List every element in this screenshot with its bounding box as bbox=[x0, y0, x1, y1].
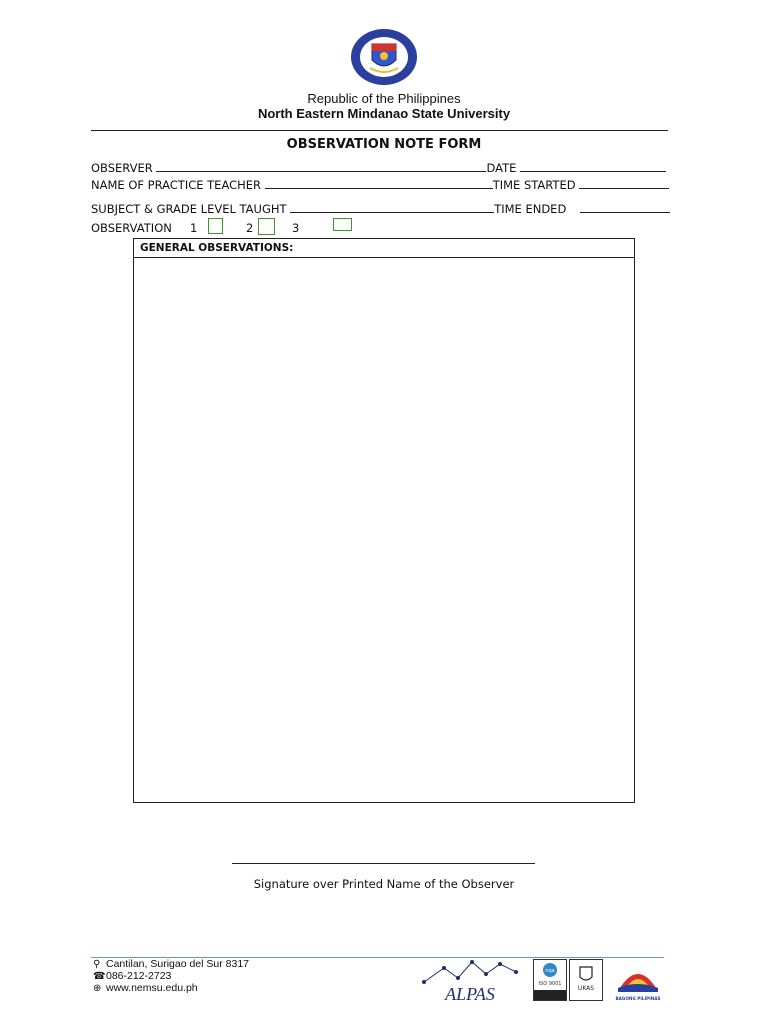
bagong-pilipinas-logo bbox=[612, 958, 664, 1002]
observation-checkbox-1[interactable] bbox=[208, 218, 223, 234]
phone-text: 086-212-2723 bbox=[106, 970, 172, 982]
university-seal-logo bbox=[350, 28, 418, 86]
certification-badges bbox=[533, 959, 603, 1001]
practice-teacher-field[interactable] bbox=[265, 178, 493, 189]
subject-label: SUBJECT & GRADE LEVEL TAUGHT bbox=[91, 202, 287, 216]
university-name: North Eastern Mindanao State University bbox=[257, 106, 511, 121]
observation-option-1-label: 1 bbox=[190, 221, 198, 235]
alpas-logo bbox=[420, 956, 520, 1004]
time-started-label: TIME STARTED bbox=[492, 178, 576, 192]
general-observations-label: GENERAL OBSERVATIONS: bbox=[140, 242, 294, 254]
republic-line: Republic of the Philippines bbox=[307, 91, 461, 106]
location-pin-icon: ⚲ bbox=[93, 959, 101, 970]
signature-label: Signature over Printed Name of the Observer bbox=[253, 877, 515, 891]
observation-option-2-label: 2 bbox=[246, 221, 254, 235]
ukas-text: UKAS bbox=[577, 985, 595, 992]
form-title: OBSERVATION NOTE FORM bbox=[286, 137, 482, 152]
header-divider bbox=[91, 130, 668, 131]
signature-line[interactable] bbox=[232, 863, 535, 864]
date-label: DATE bbox=[486, 161, 517, 175]
footer-address bbox=[93, 958, 249, 970]
bagong-pilipinas-text: BAGONG PILIPINAS bbox=[615, 996, 661, 1001]
practice-teacher-label: NAME OF PRACTICE TEACHER bbox=[91, 178, 262, 192]
observation-label: OBSERVATION bbox=[91, 221, 172, 235]
time-ended-field[interactable] bbox=[580, 202, 670, 213]
observer-field[interactable] bbox=[156, 161, 486, 172]
footer-website bbox=[93, 982, 198, 994]
address-text: Cantilan, Surigao del Sur 8317 bbox=[106, 958, 250, 970]
observation-option-3-label: 3 bbox=[292, 221, 300, 235]
telephone-icon: ☎ bbox=[93, 971, 106, 982]
time-ended-label: TIME ENDED bbox=[494, 202, 567, 216]
observer-row bbox=[91, 161, 666, 175]
alpas-logo-text: ALPAS bbox=[445, 984, 495, 1004]
practice-teacher-row bbox=[91, 178, 669, 192]
nqa-text: nqa bbox=[545, 968, 555, 974]
globe-icon: ⊕ bbox=[93, 983, 102, 994]
date-field[interactable] bbox=[520, 161, 666, 172]
observation-checkbox-2[interactable] bbox=[258, 218, 275, 235]
footer-phone bbox=[93, 970, 171, 982]
iso-text: ISO 9001 bbox=[538, 981, 562, 987]
website-link[interactable]: www.nemsu.edu.ph bbox=[106, 982, 198, 994]
general-observations-header bbox=[134, 239, 634, 258]
time-started-field[interactable] bbox=[579, 178, 669, 189]
general-observations-box[interactable] bbox=[133, 238, 635, 803]
subject-row bbox=[91, 202, 670, 216]
subject-field[interactable] bbox=[290, 202, 494, 213]
observation-checkbox-3[interactable] bbox=[333, 218, 352, 231]
observer-label: OBSERVER bbox=[91, 161, 153, 175]
